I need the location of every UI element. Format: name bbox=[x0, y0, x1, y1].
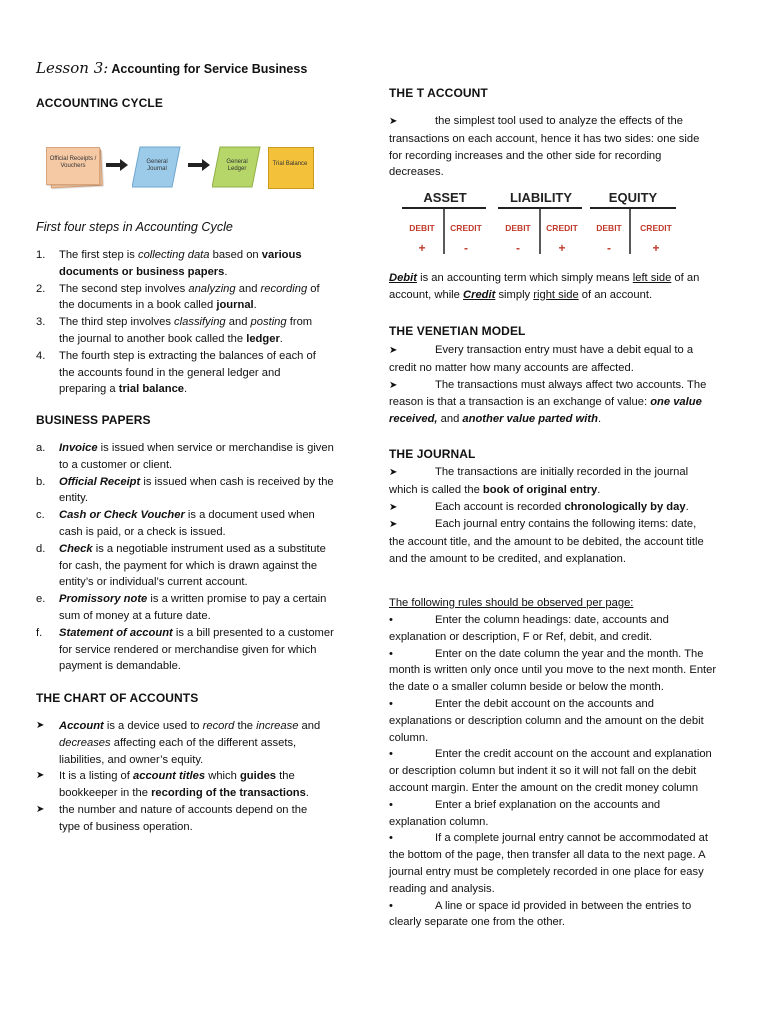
equity-credit-label: CREDIT bbox=[640, 223, 672, 233]
bullet-icon: • bbox=[389, 832, 393, 845]
accounting-cycle-heading: ACCOUNTING CYCLE bbox=[36, 96, 163, 110]
liability-credit-sign: + bbox=[558, 241, 566, 255]
arrow-bullet-icon: ➤ bbox=[389, 379, 398, 391]
flow-label-journal: General Journal bbox=[146, 159, 168, 172]
list-item: e. Promissory note is a written promise to pay a certain sum of money at a future date. bbox=[36, 593, 327, 622]
list-item: ➤ The transactions are initially recorded in the journal which is called the book of original entry. bbox=[389, 466, 689, 496]
bullet-icon: • bbox=[389, 798, 393, 811]
steps-list bbox=[36, 247, 326, 398]
arrow-bullet-icon: ➤ bbox=[36, 720, 45, 731]
rules-heading: The following rules should be observed per page: bbox=[389, 597, 634, 609]
arrow-bullet-icon: ➤ bbox=[36, 770, 45, 782]
list-item: • Enter the credit account on the account and explanation or description column but indent it so it will not fall on the debit account margin. Enter the amount on the credit money column bbox=[389, 748, 712, 794]
journal-body bbox=[389, 464, 714, 568]
list-item: ➤ It is a listing of account titles which guides the bookkeeper in the recording of the transactions. bbox=[36, 770, 309, 800]
equity-debit-label: DEBIT bbox=[596, 223, 622, 233]
list-item: • Enter the debit account on the accounts and explanations or description column and the amount on the debit column. bbox=[389, 697, 704, 744]
chart-of-accounts-list bbox=[36, 718, 326, 836]
t-header-equity: EQUITY bbox=[608, 190, 658, 205]
list-item: • If a complete journal entry cannot be accommodated at the bottom of the page, then transfer all data to the next page. A journal entry must be completely recorded in one place for easy reading and analysis. bbox=[389, 832, 709, 895]
list-item: ➤ Every transaction entry must have a debit equal to a credit no matter how many accounts are affected. bbox=[389, 344, 694, 374]
bullet-icon: • bbox=[389, 748, 393, 761]
arrow-bullet-icon: ➤ bbox=[36, 803, 45, 815]
lesson-number: Lesson 3: bbox=[36, 59, 109, 77]
t-account-description: ➤ the simplest tool used to analyze the effects of the transactions on each account, hence it has two sides: one side for recording increases and the other side for recording decreases. bbox=[389, 115, 700, 179]
first-four-heading: First four steps in Accounting Cycle bbox=[36, 220, 233, 234]
list-item: ➤ the number and nature of accounts depend on the type of business operation. bbox=[36, 803, 308, 833]
chart-of-accounts-heading: THE CHART OF ACCOUNTS bbox=[36, 691, 199, 705]
debit-credit-definition: Debit is an accounting term which simply means left side of an account, while Credit simply right side of an account. bbox=[389, 272, 700, 301]
receipts-vouchers-box bbox=[46, 147, 100, 185]
t-header-liability: LIABILITY bbox=[509, 190, 573, 205]
list-item: • Enter a brief explanation on the accounts and explanation column. bbox=[389, 798, 661, 828]
business-papers-list bbox=[36, 440, 336, 675]
bullet-icon: • bbox=[389, 697, 393, 710]
list-item: ➤ Account is a device used to record the increase and decreases affecting each of the different assets, liabilities, and owner’s equity. bbox=[36, 720, 321, 766]
list-item: 2. The second step involves analyzing and recording of the documents in a book called journal. bbox=[36, 282, 320, 312]
flow-label-trial: Trial Balance bbox=[272, 161, 308, 167]
list-item: • Enter the column headings: date, accounts and explanation or description, F or Ref, debit, and credit. bbox=[389, 614, 669, 643]
list-item: b. Official Receipt is issued when cash is received by the entity. bbox=[36, 475, 334, 505]
list-item: c. Cash or Check Voucher is a document used when cash is paid, or a check is issued. bbox=[36, 509, 315, 538]
asset-debit-sign: + bbox=[418, 241, 426, 255]
list-item: f. Statement of account is a bill presented to a customer for service rendered or merchandise given for which payment is demandable. bbox=[36, 626, 334, 673]
flow-label-ledger: General Ledger bbox=[226, 159, 248, 172]
list-item: ➤ The transactions must always affect two accounts. The reason is that a transaction is an exchange of value: one value received, and another value parted with. bbox=[389, 378, 707, 426]
asset-credit-label: CREDIT bbox=[450, 223, 482, 233]
list-item: • A line or space id provided in between the entries to clearly separate one from the other. bbox=[389, 899, 692, 929]
equity-debit-sign: - bbox=[607, 241, 611, 255]
venetian-model-heading: THE VENETIAN MODEL bbox=[389, 324, 526, 338]
list-item: 1. The first step is collecting data based on various documents or business papers. bbox=[36, 249, 302, 278]
bullet-icon: • bbox=[389, 647, 393, 660]
liability-debit-sign: - bbox=[516, 241, 520, 255]
lesson-title-text: Accounting for Service Business bbox=[111, 62, 308, 76]
accounting-cycle-diagram bbox=[46, 143, 310, 193]
list-item: ➤ Each journal entry contains the following items: date, the account title, and the amount to be debited, the account title and the amount to be credited, and explanation. bbox=[389, 518, 704, 565]
list-item: 3. The third step involves classifying and posting from the journal to another book called the ledger. bbox=[36, 316, 313, 345]
list-item: 4. The fourth step is extracting the balances of each of the accounts found in the general ledger and preparing a trial balance. bbox=[36, 349, 316, 396]
flow-label-receipts: Official Receipts / Vouchers bbox=[49, 156, 97, 169]
trial-balance-box bbox=[268, 147, 314, 189]
arrow-right-icon bbox=[106, 159, 128, 171]
asset-debit-label: DEBIT bbox=[409, 223, 435, 233]
list-item: ➤ Each account is recorded chronologically by day. bbox=[389, 499, 714, 517]
lesson-title bbox=[36, 60, 307, 79]
arrow-right-icon bbox=[188, 159, 210, 171]
t-account-diagram bbox=[394, 190, 684, 258]
list-item: a. Invoice is issued when service or merchandise is given to a customer or client. bbox=[36, 442, 334, 471]
arrow-bullet-icon: ➤ bbox=[389, 501, 398, 513]
arrow-bullet-icon: ➤ bbox=[389, 345, 398, 356]
arrow-bullet-icon: ➤ bbox=[389, 467, 398, 478]
bullet-icon: • bbox=[389, 614, 393, 626]
equity-credit-sign: + bbox=[652, 241, 660, 255]
venetian-model-body bbox=[389, 342, 714, 428]
arrow-bullet-icon: ➤ bbox=[389, 116, 398, 127]
liability-debit-label: DEBIT bbox=[505, 223, 531, 233]
arrow-bullet-icon: ➤ bbox=[389, 519, 398, 531]
business-papers-heading: BUSINESS PAPERS bbox=[36, 413, 151, 427]
t-header-asset: ASSET bbox=[423, 190, 467, 205]
asset-credit-sign: - bbox=[464, 241, 468, 255]
liability-credit-label: CREDIT bbox=[546, 223, 578, 233]
journal-heading: THE JOURNAL bbox=[389, 447, 476, 461]
list-item: d. Check is a negotiable instrument used as a substitute for cash, the payment for which is drawn against the entity’s or individual’s current account. bbox=[36, 542, 326, 589]
list-item: • Enter on the date column the year and the month. The month is written only once until you move to the next month. Enter the date o a smaller column beside or below the month. bbox=[389, 647, 717, 694]
bullet-icon: • bbox=[389, 899, 393, 912]
t-account-heading: THE T ACCOUNT bbox=[389, 86, 488, 100]
rules-list bbox=[389, 612, 719, 931]
